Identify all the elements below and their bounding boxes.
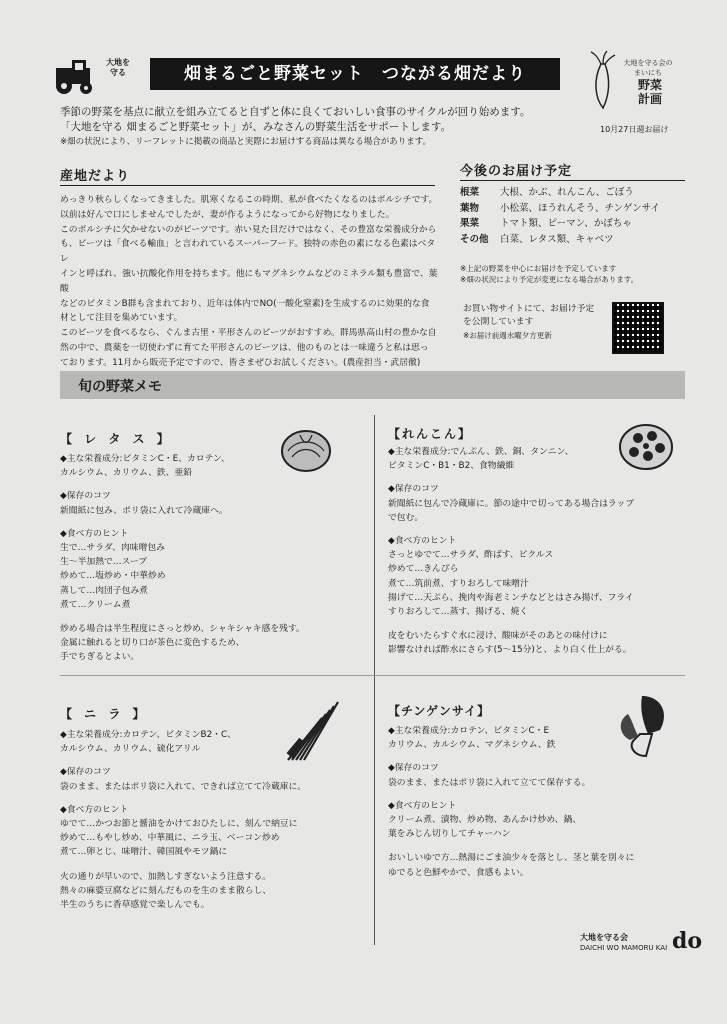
nutrients-line: カリウム、カルシウム、マグネシウム、鉄	[388, 740, 556, 751]
delivery-schedule-list	[460, 185, 685, 247]
farm-news-line: 以前は好んで口にしませんでしたが、妻が作るようになってから好物になりました。	[60, 209, 395, 220]
delivery-row	[460, 201, 685, 217]
tip-line: 生で…サラダ、肉味噌包み	[60, 543, 165, 554]
spacer	[60, 794, 360, 803]
tip-line: 生～半加熱で…スープ	[60, 557, 148, 568]
delivery-week-date: 10月27日週お届け	[600, 125, 669, 134]
note-line: 火の通りが早いので、加熱しすぎないよう注意する。	[60, 871, 271, 882]
spacer	[60, 480, 360, 489]
tip-line: 炒めて…もやし炒め、中華風に、ニラ玉、ベーコン炒め	[60, 833, 280, 844]
tips-heading: ◆食べ方のヒント	[388, 536, 457, 547]
note-line: 熱々の麻婆豆腐などに刻んだものを生のまま散らし、	[60, 885, 272, 896]
note-line: 金属に触れると切り口が茶色に変色するため、	[60, 638, 245, 649]
badge-label: 大地を 守る	[106, 58, 130, 77]
delivery-category: その他	[460, 233, 489, 245]
chingensai-body	[388, 724, 688, 880]
delivery-items: 小松菜、ほうれんそう、チンゲンサイ	[500, 202, 660, 214]
spacer	[388, 525, 688, 534]
lettuce-heading: 【 レ タ ス 】	[60, 432, 173, 446]
nutrients-line: ◆主な栄養成分:カロテン、ビタミンB2・C、	[60, 730, 236, 740]
intro-text: 季節の野菜を基点に献立を組み立てると自ずと体に良くておいしい食事のサイクルが回り始めます。 「大地を守る 畑まるごと野菜セット」が、みなさんの野菜生活をサポートします。 ※畑の状況により、リーフレットに掲載の商品と実際にお届けする商品は異なる場合があります。	[60, 106, 531, 147]
spacer	[388, 841, 688, 851]
tip-line: 葉をみじん切りしてチャーハン	[388, 829, 511, 840]
delivery-row	[460, 216, 685, 232]
spacer	[388, 790, 688, 799]
tip-line: 炒めて…塩炒め・中華炒め	[60, 571, 166, 582]
tip-line: クリーム煮、漬物、炒め物、あんかけ炒め、鍋、	[388, 815, 582, 826]
spacer	[60, 860, 360, 870]
tractor-icon	[52, 56, 112, 96]
nira-heading: 【 ニ ラ 】	[60, 707, 149, 721]
storage-text: 袋のまま、またはポリ袋に入れて、できれば立てて冷蔵庫に。	[60, 781, 307, 792]
delivery-schedule-title: 今後のお届け予定	[460, 164, 573, 179]
right-logo-title: 野菜 計画	[637, 78, 662, 106]
tips-heading: ◆食べ方のヒント	[388, 800, 457, 811]
note-line: 皮をむいたらすぐ水に浸け、酸味がそのあとの味付けに	[388, 631, 608, 642]
do-mark-logo: do	[672, 928, 703, 954]
farm-news-underline	[60, 185, 435, 186]
tips-heading: ◆食べ方のヒント	[60, 528, 129, 539]
storage-heading: ◆保存のコツ	[388, 484, 439, 495]
shop-info: お買い物サイトにて、お届け予定 を公開しています ※お届け前週水曜夕方更新	[463, 304, 595, 340]
nutrients-line: ◆主な栄養成分:カロテン、ビタミンC・E	[388, 726, 550, 736]
right-logo-caption: 大地を守る会の まいにち	[623, 59, 673, 77]
farm-news-line: ております。11月から販売予定ですので、皆さまぜひお試しください。(農産担当・武居徹)	[60, 357, 421, 368]
qr-code-icon[interactable]	[612, 302, 664, 354]
storage-text: 新聞紙に包んで冷蔵庫に。節の途中で切ってある場合はラップ	[388, 498, 635, 509]
nutrients-line: ビタミンC・B1・B2、食物繊維	[388, 461, 515, 472]
tip-line: 揚げて…天ぷら、挽肉や海老ミンチなどとはさみ揚げ、フライ	[388, 592, 634, 603]
tip-line: 煮て…クリーム煮	[60, 599, 131, 610]
row-divider	[60, 675, 685, 676]
storage-text: 袋のまま、またはポリ袋に入れて立てて保存する。	[388, 777, 591, 788]
spacer	[388, 473, 688, 482]
spacer	[60, 518, 360, 527]
note-line: 影響なければ酢水にさらす(5～15分)と、より白く仕上がる。	[388, 645, 632, 656]
delivery-items: 大根、かぶ、れんこん、ごぼう	[500, 187, 634, 198]
nutrients-line: カルシウム、カリウム、鉄、亜鉛	[60, 468, 193, 479]
spacer	[388, 752, 688, 761]
tip-line: さっとゆでて…サラダ、酢ばす、ピクルス	[388, 550, 554, 561]
storage-heading: ◆保存のコツ	[60, 767, 111, 778]
delivery-items: 白菜、レタス類、キャベツ	[500, 233, 614, 245]
note-line: 半生のうちに香草感覚で楽しんでも。	[60, 900, 210, 911]
nira-body	[60, 728, 360, 912]
storage-heading: ◆保存のコツ	[388, 763, 439, 774]
delivery-category: 果菜	[460, 218, 480, 229]
storage-heading: ◆保存のコツ	[60, 491, 111, 502]
storage-text: 新聞紙に包み、ポリ袋に入れて冷蔵庫へ。	[60, 505, 228, 516]
farm-news-line: 材として注目を集めています。	[60, 313, 183, 324]
storage-text: で包む。	[388, 512, 424, 523]
note-line: 炒める場合は半生程度にさっと炒め、シャキシャキ感を残す。	[60, 624, 305, 635]
tip-line: 煮て…卵とじ、味噌汁、韓国風やモツ鍋に	[60, 847, 228, 858]
farm-news-line: 然の中で、農薬を一切使わずに育てた平形さんのビーツは、他のものとは一味違うと私は思っ	[60, 342, 429, 353]
seasonal-memo-title: 旬の野菜メモ	[78, 379, 162, 395]
farm-news-line: などのビタミンB群も含まれており、近年は体内でNO(一酸化窒素)を生成するのに効果的な食	[60, 298, 430, 309]
nutrients-line: ◆主な栄養成分:ビタミンC・E、カロテン、	[60, 454, 230, 464]
delivery-row	[460, 185, 685, 201]
note-line: 手でちぎるとよい。	[60, 652, 140, 663]
farm-news-line: インと呼ばれ、強い抗酸化作用を持ちます。他にもマグネシウムなどのミネラル類も豊富で、葉酸	[60, 268, 438, 294]
delivery-row	[460, 232, 685, 248]
spacer	[388, 619, 688, 629]
farm-news-title: 産地だより	[60, 169, 131, 184]
tip-line: 煮て…筑前煮、すりおろして味噌汁	[388, 578, 529, 589]
spacer	[60, 756, 360, 765]
delivery-category: 葉物	[460, 202, 480, 214]
tips-heading: ◆食べ方のヒント	[60, 804, 129, 815]
chingensai-heading: 【チンゲンサイ】	[388, 704, 491, 718]
farm-news-line: このボルシチに欠かせないのがビーツです。赤い見た目だけではなく、その豊富な栄養成分から	[60, 224, 437, 235]
note-line: ゆでると色鮮やかで、食感もよい。	[388, 867, 529, 878]
farm-news-line: このビーツを食べるなら、ぐんま古里・平形さんのビーツがおすすめ。群馬県高山村の豊かな自	[60, 328, 437, 339]
delivery-items: トマト類、ピーマン、かぼちゃ	[500, 218, 632, 229]
farm-news-body	[60, 193, 440, 371]
tip-line: すりおろして…蒸す、揚げる、焼く	[388, 607, 529, 618]
farm-news-line: めっきり秋らしくなってきました。肌寒くなるこの時期、私が食べたくなるのはボルシチです。	[60, 195, 438, 205]
tip-line: ゆでて…かつお節と醤油をかけておひたしに、刻んで納豆に	[60, 819, 298, 830]
note-line: おいしいゆで方…熱湯にごま油少々を落とし、茎と葉を別々に	[388, 853, 635, 864]
nutrients-line: ◆主な栄養成分:でんぷん、鉄、銅、タンニン、	[388, 447, 574, 457]
lettuce-body	[60, 452, 360, 665]
farm-news-line: も、ビーツは「食べる輸血」と言われているスーパーフード。独特の赤色の素になる色素はベタレ	[60, 239, 436, 265]
spacer	[60, 612, 360, 622]
footer-org-logo: 大地を守る会 DAICHI WO MAMORU KAI	[580, 933, 668, 952]
renkon-body	[388, 445, 688, 658]
delivery-schedule-underline	[460, 180, 685, 181]
nutrients-line: カルシウム、カリウム、硫化アリル	[60, 744, 201, 755]
column-divider	[374, 415, 375, 945]
renkon-heading: 【れんこん】	[388, 427, 473, 441]
tip-line: 蒸して…肉団子包み煮	[60, 585, 148, 596]
newsletter-title: 畑まるごと野菜セット つながる畑だより	[150, 58, 560, 90]
delivery-category: 根菜	[460, 187, 480, 198]
delivery-notes: ※上記の野菜を中心にお届けを予定しています ※畑の状況により予定が変更になる場合があります。	[460, 264, 639, 284]
tip-line: 炒めて…きんぴら	[388, 564, 459, 575]
